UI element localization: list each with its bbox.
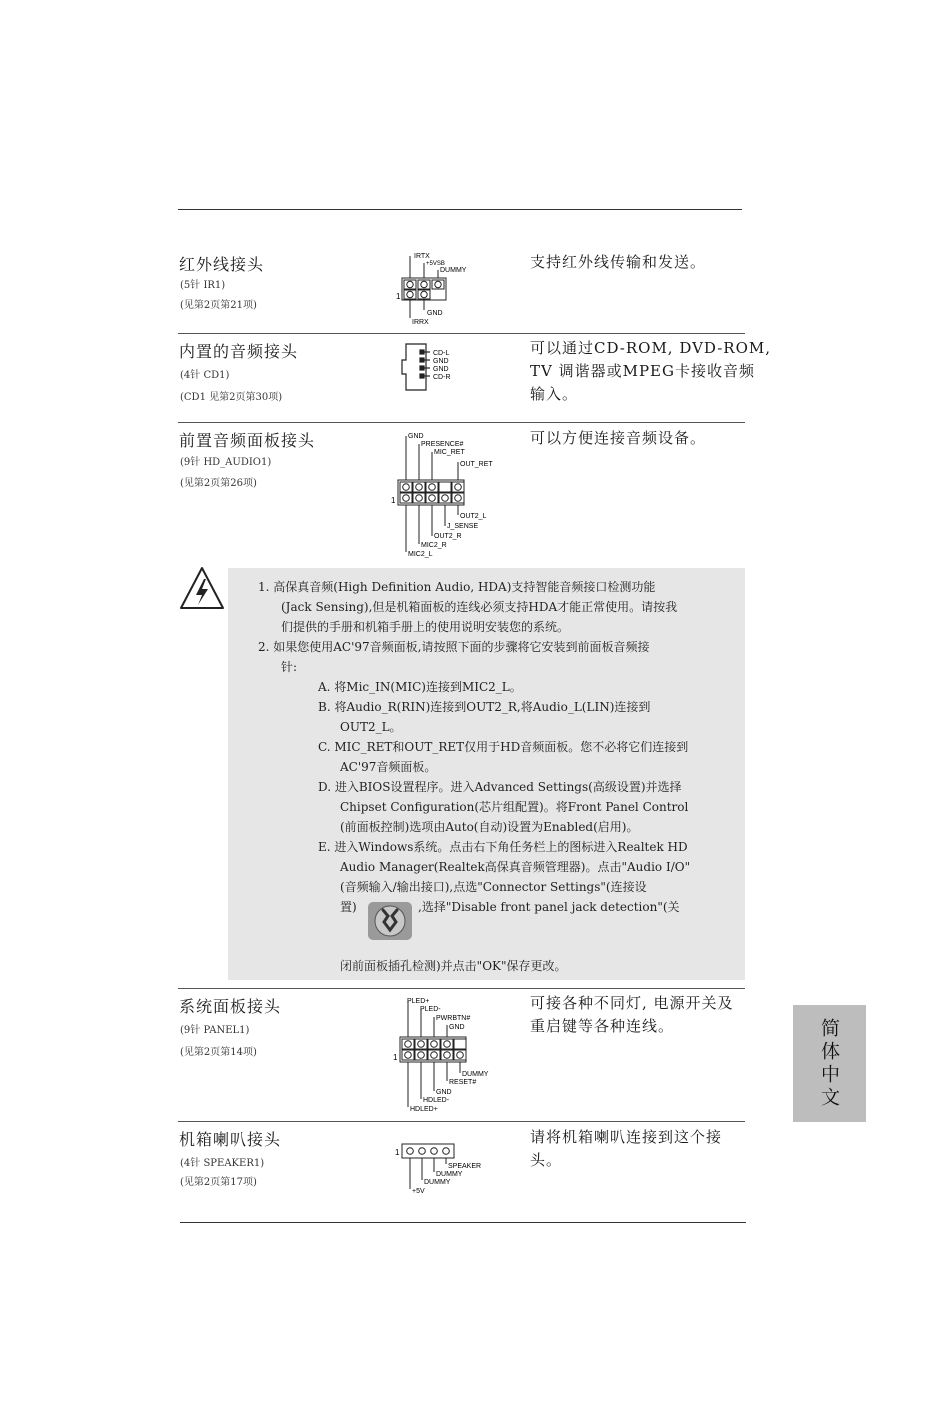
language-tab (793, 1005, 866, 1122)
panel-label: 1 (393, 1053, 398, 1062)
audio-label: MIC2_R (421, 542, 447, 549)
audio-label: OUT2_L (460, 513, 487, 520)
ir-label: DUMMY (440, 267, 467, 274)
note-line: (前面板控制)选项由Auto(自动)设置为Enabled(启用)。 (340, 820, 639, 834)
section-divider (178, 988, 745, 989)
audio-manager-icon (366, 900, 414, 942)
note-line: Audio Manager(Realtek高保真音频管理器)。点击"Audio I/O" (340, 860, 691, 874)
section-desc: 支持红外线传输和发送。 (530, 253, 707, 271)
section-ref: (见第2页第26项) (180, 478, 257, 489)
section-desc: 请将机箱喇叭连接到这个接 (530, 1128, 723, 1146)
top-rule (178, 209, 742, 210)
ir-label: GND (427, 310, 443, 317)
note-line: A. 将Mic_IN(MIC)连接到MIC2_L。 (318, 680, 522, 694)
speaker-label: DUMMY (436, 1171, 463, 1178)
section-desc: 重启键等各种连线。 (530, 1017, 675, 1035)
speaker-label: SPEAKER (448, 1163, 482, 1170)
section-pins: (4针 SPEAKER1) (180, 1158, 265, 1169)
note-line: 1. 高保真音频(High Definition Audio, HDA)支持智能音频接口检测功能 (258, 580, 656, 594)
cd-label: GND (433, 358, 449, 365)
note-line: D. 进入BIOS设置程序。进入Advanced Settings(高级设置)并选择 (318, 780, 682, 794)
language-tab-label: 简体中文 (818, 1017, 840, 1110)
note-line: 针: (281, 660, 298, 674)
section-pins: (9针 HD_AUDIO1) (180, 457, 272, 468)
note-line: B. 将Audio_R(RIN)连接到OUT2_R,将Audio_L(LIN)连接到 (318, 700, 651, 714)
audio-label: OUT2_R (434, 533, 462, 540)
panel-label: PWRBTN# (436, 1015, 471, 1022)
audio-header-diagram (390, 428, 500, 563)
section-desc: 可以方便连接音频设备。 (530, 429, 707, 447)
section-title: 系统面板接头 (179, 997, 282, 1016)
note-line: 2. 如果您使用AC'97音频面板,请按照下面的步骤将它安装到前面板音频接 (258, 640, 650, 654)
note-line: 们提供的手册和机箱手册上的使用说明安装您的系统。 (281, 620, 570, 634)
panel-header-diagram (392, 993, 502, 1115)
section-divider (178, 1121, 745, 1122)
note-line: C. MIC_RET和OUT_RET仅用于HD音频面板。您不必将它们连接到 (318, 740, 689, 754)
ir-label: +5VSB (426, 261, 445, 267)
ir-header-diagram (392, 248, 482, 328)
speaker-label: +5V (412, 1188, 425, 1195)
section-pins: (5针 IR1) (180, 280, 226, 291)
cd-label: CD-L (433, 350, 450, 357)
section-desc: 输入。 (530, 385, 579, 403)
section-title: 内置的音频接头 (179, 342, 299, 361)
panel-label: HDLED- (423, 1097, 450, 1104)
note-line: Chipset Configuration(芯片组配置)。将Front Panel Control (340, 800, 689, 814)
note-line: (Jack Sensing),但是机箱面板的连线必须支持HDA才能正常使用。请按我 (281, 600, 678, 614)
section-desc: 可接各种不同灯, 电源开关及 (530, 994, 734, 1012)
note-line: 置) (340, 900, 357, 914)
section-ref: (见第2页第21项) (180, 300, 257, 311)
speaker-label: DUMMY (424, 1179, 451, 1186)
panel-label: HDLED+ (410, 1106, 438, 1113)
note-line: AC'97音频面板。 (340, 760, 437, 774)
note-line: (音频输入/输出接口),点选"Connector Settings"(连接设 (340, 880, 647, 894)
audio-label: GND (408, 433, 424, 440)
bottom-rule (180, 1222, 746, 1223)
cd-header-diagram (400, 342, 480, 402)
speaker-header-diagram (394, 1140, 489, 1200)
section-desc: TV 调谐器或MPEG卡接收音频 (530, 362, 755, 380)
section-ref: (见第2页第14项) (180, 1047, 257, 1058)
ir-label: IRTX (414, 253, 430, 260)
section-divider (178, 333, 745, 334)
panel-label: PLED- (420, 1006, 441, 1013)
panel-label: RESET# (449, 1079, 477, 1086)
audio-label: PRESENCE# (421, 441, 464, 448)
section-ref: (CD1 见第2页第30项) (180, 392, 283, 403)
note-line: E. 进入Windows系统。点击右下角任务栏上的图标进入Realtek HD (318, 840, 688, 854)
section-title: 前置音频面板接头 (179, 431, 316, 450)
audio-label: OUT_RET (460, 461, 493, 468)
cd-label: CD-R (433, 374, 451, 381)
section-pins: (9针 PANEL1) (180, 1025, 250, 1036)
cd-label: GND (433, 366, 449, 373)
section-ref: (见第2页第17项) (180, 1177, 257, 1188)
note-line: OUT2_L。 (340, 720, 402, 734)
audio-label: 1 (391, 496, 396, 505)
panel-label: DUMMY (462, 1071, 489, 1078)
ir-label: IRRX (412, 319, 429, 326)
section-desc: 可以通过CD-ROM, DVD-ROM, (530, 339, 772, 357)
warning-icon (178, 565, 226, 613)
section-title: 红外线接头 (179, 255, 265, 274)
audio-label: MIC_RET (434, 449, 465, 456)
audio-label: MIC2_L (408, 551, 433, 558)
section-desc: 头。 (530, 1151, 563, 1169)
audio-label: J_SENSE (447, 523, 479, 530)
section-divider (178, 422, 745, 423)
note-line: ,选择"Disable front panel jack detection"(关 (418, 900, 680, 914)
panel-label: PLED+ (407, 998, 430, 1005)
section-title: 机箱喇叭接头 (179, 1130, 282, 1149)
section-pins: (4针 CD1) (180, 370, 230, 381)
speaker-label: 1 (395, 1148, 400, 1157)
note-line: 闭前面板插孔检测)并点击"OK"保存更改。 (340, 959, 567, 973)
panel-label: GND (449, 1024, 465, 1031)
panel-label: GND (436, 1089, 452, 1096)
ir-label: 1 (396, 292, 401, 301)
